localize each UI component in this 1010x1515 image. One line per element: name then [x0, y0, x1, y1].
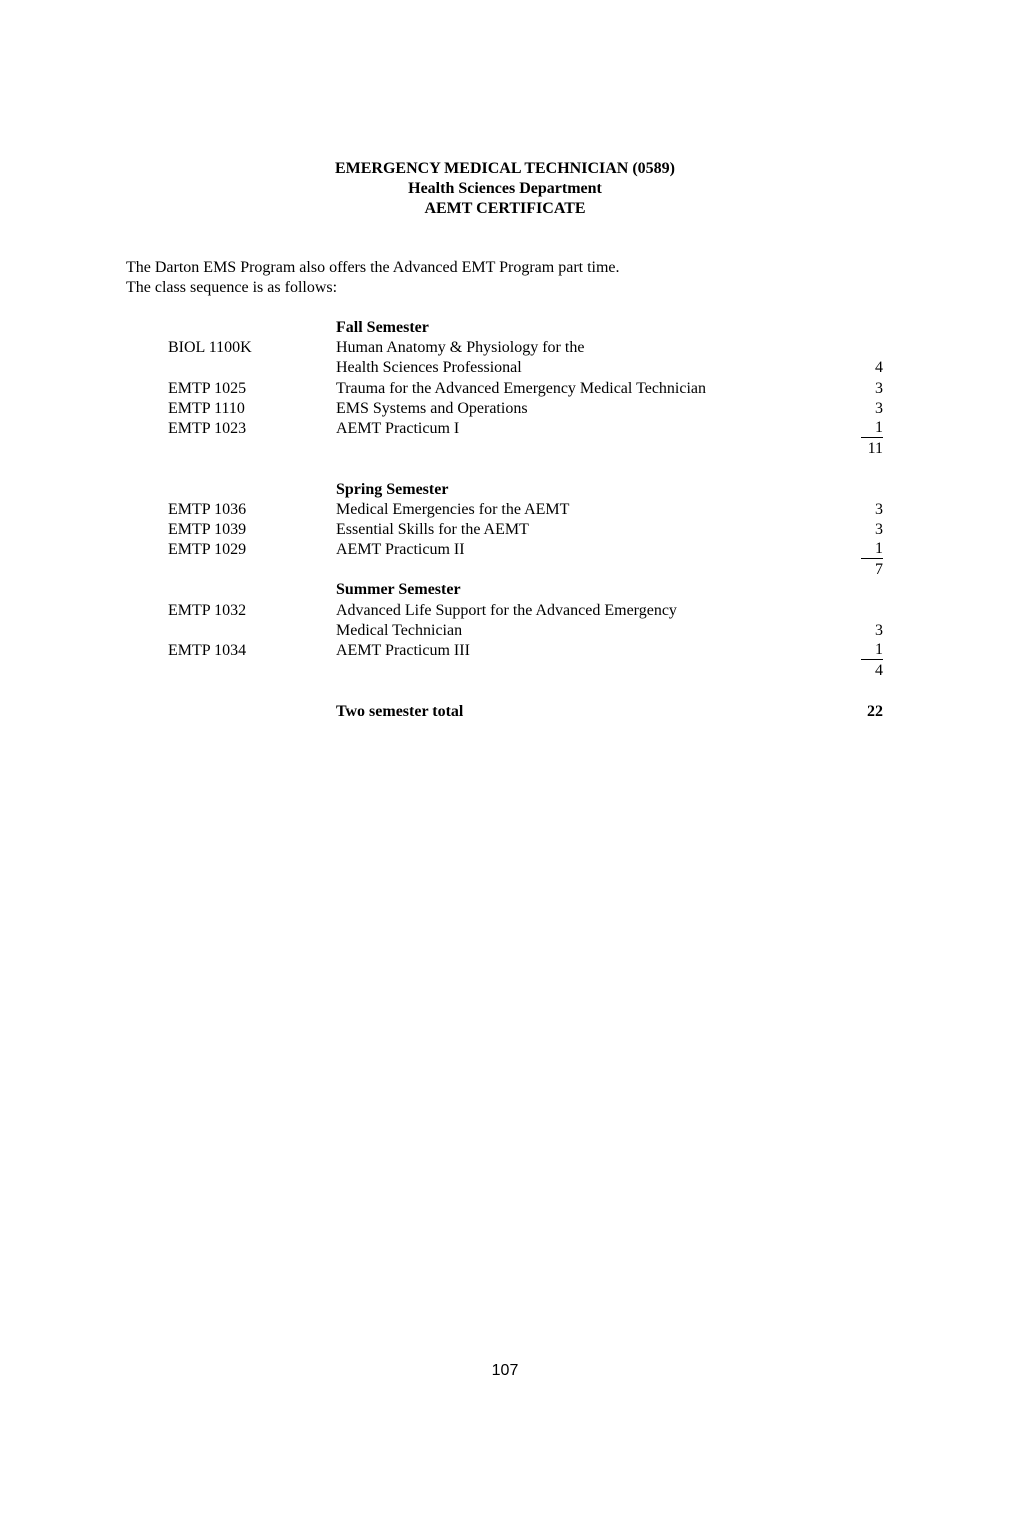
- intro-line: The Darton EMS Program also offers the Advanced EMT Program part time.: [126, 259, 620, 276]
- summer-subtotal: 4: [875, 662, 883, 680]
- course-title-continued: Health Sciences Professional: [336, 359, 522, 377]
- summer-semester-heading: Summer Semester: [336, 581, 461, 599]
- page-number: 107: [491, 1362, 519, 1379]
- course-hours: 4: [875, 359, 883, 377]
- course-hours: 1: [861, 641, 883, 660]
- subtotal-row: [0, 560, 1010, 580]
- course-title: EMS Systems and Operations: [336, 399, 528, 417]
- total-row: [0, 702, 1010, 722]
- subtotal-row: [0, 439, 1010, 459]
- total-hours: 22: [867, 702, 883, 720]
- course-row: [0, 500, 1010, 520]
- semester-heading-row: [0, 580, 1010, 600]
- course-code: EMTP 1029: [168, 541, 247, 559]
- course-code: EMTP 1025: [168, 379, 247, 397]
- course-hours: 3: [875, 500, 883, 518]
- course-code: EMTP 1110: [168, 399, 245, 417]
- course-code: EMTP 1023: [168, 419, 247, 437]
- course-hours: 3: [875, 621, 883, 639]
- fall-subtotal: 11: [867, 440, 883, 458]
- course-title: Medical Emergencies for the AEMT: [336, 500, 570, 518]
- spacer: [0, 459, 1010, 479]
- course-row: [0, 399, 1010, 419]
- course-hours: 1: [861, 540, 883, 559]
- semester-heading-row: [0, 480, 1010, 500]
- course-code: BIOL 1100K: [168, 339, 252, 357]
- course-title: Advanced Life Support for the Advanced Emergency: [336, 601, 677, 619]
- course-schedule: [0, 318, 1010, 722]
- course-code: EMTP 1039: [168, 520, 247, 538]
- intro-line: The class sequence is as follows:: [126, 279, 338, 296]
- spring-subtotal: 7: [875, 561, 883, 579]
- course-title-continued: Medical Technician: [336, 621, 463, 639]
- course-row: [0, 520, 1010, 540]
- course-hours: 3: [875, 520, 883, 538]
- course-title: AEMT Practicum II: [336, 541, 465, 559]
- course-row-continued: [0, 358, 1010, 378]
- total-label: Two semester total: [336, 702, 464, 720]
- spring-semester-heading: Spring Semester: [336, 480, 449, 498]
- fall-semester-heading: Fall Semester: [336, 319, 429, 336]
- subtotal-row: [0, 661, 1010, 681]
- course-title: Human Anatomy & Physiology for the: [336, 339, 585, 357]
- course-code: EMTP 1036: [168, 500, 247, 518]
- document-heading: [0, 159, 1010, 219]
- course-title: AEMT Practicum III: [336, 642, 470, 659]
- course-row: [0, 338, 1010, 358]
- course-code: EMTP 1032: [168, 601, 247, 619]
- semester-heading-row: [0, 318, 1010, 338]
- department-name: Health Sciences Department: [408, 180, 602, 197]
- course-row-continued: [0, 621, 1010, 641]
- course-title: Trauma for the Advanced Emergency Medical Technician: [336, 379, 707, 397]
- program-title: EMERGENCY MEDICAL TECHNICIAN (0589): [334, 160, 676, 177]
- course-hours: 1: [861, 419, 883, 438]
- course-code: EMTP 1034: [168, 642, 247, 659]
- certificate-name: AEMT CERTIFICATE: [424, 200, 586, 217]
- course-row: [0, 419, 1010, 439]
- course-row: [0, 540, 1010, 560]
- course-title: Essential Skills for the AEMT: [336, 520, 529, 538]
- course-row: [0, 641, 1010, 661]
- spacer: [0, 681, 1010, 701]
- course-hours: 3: [875, 399, 883, 417]
- course-hours: 3: [875, 379, 883, 397]
- course-row: [0, 379, 1010, 399]
- course-row: [0, 601, 1010, 621]
- course-title: AEMT Practicum I: [336, 419, 460, 437]
- intro-paragraph: [126, 258, 620, 298]
